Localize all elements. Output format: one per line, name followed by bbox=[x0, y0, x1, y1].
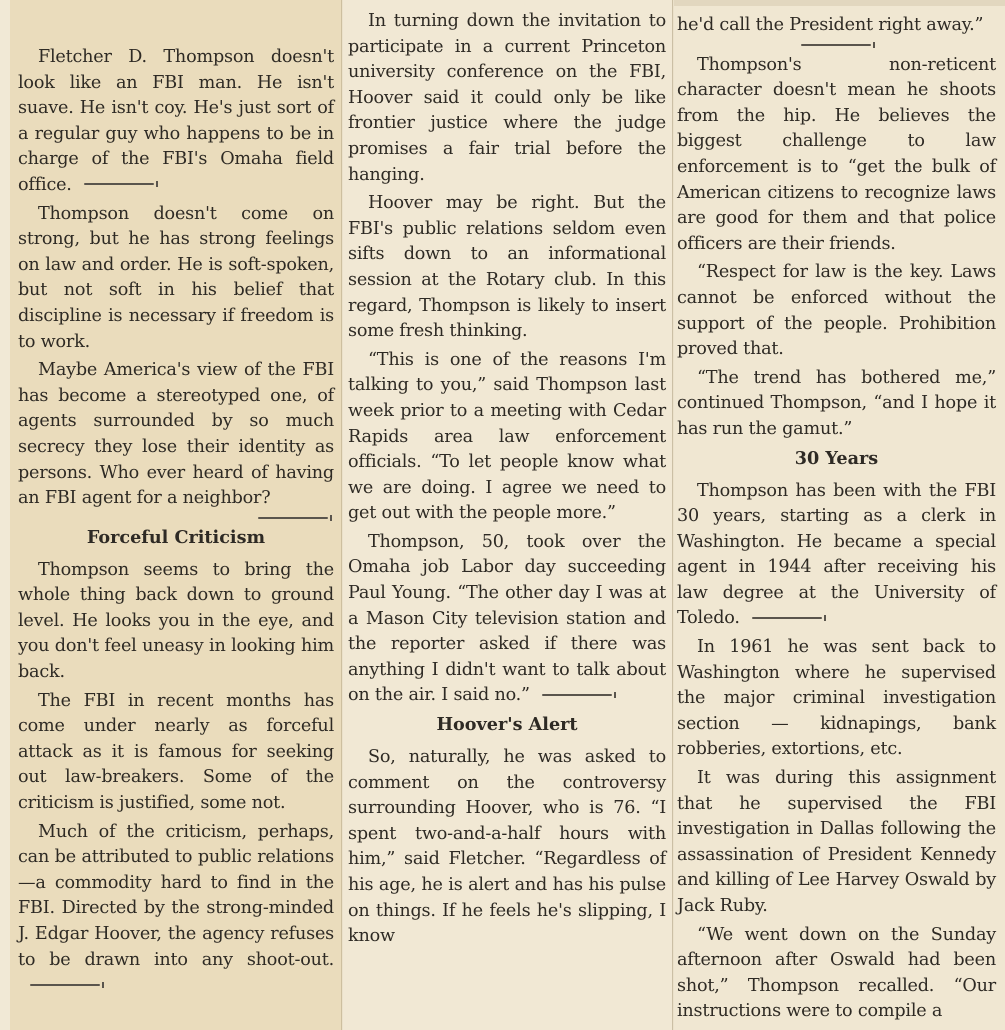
section-break-dash bbox=[538, 692, 618, 699]
column-1-text bbox=[18, 45, 334, 1002]
paragraph: Fletcher D. Thompson doesn't look like an FBI man. He isn't suave. He isn't coy. He's just sort of a regular guy who happens to be in charge of the FBI's Omaha field office. bbox=[18, 47, 334, 195]
column-3-text bbox=[677, 13, 996, 1028]
paragraph: In turning down the invitation to participate in a current Princeton university conference on the FBI, Hoover said it could only be like frontier justice where the judge promises a fair trial before the hanging. bbox=[348, 11, 666, 185]
subheading-30-years: 30 Years bbox=[794, 447, 879, 469]
paragraph: “Respect for law is the key. Laws cannot be enforced without the support of the people. Prohibition proved that. bbox=[677, 262, 996, 360]
paragraph: Thompson seems to bring the whole thing back down to ground level. He looks you in the eye, and you don't feel uneasy in looking him back. bbox=[18, 559, 334, 683]
article-column-1 bbox=[0, 0, 342, 1030]
section-break-dash bbox=[26, 982, 106, 989]
paragraph: “We went down on the Sunday afternoon after Oswald had been shot,” Thompson recalled. “Our instructions were to compile a bbox=[677, 924, 996, 1022]
subheading-hoovers-alert: Hoover's Alert bbox=[436, 714, 578, 736]
section-break-dash bbox=[254, 515, 334, 522]
paragraph: Thompson has been with the FBI 30 years, starting as a clerk in Washington. He became a special agent in 1944 after receiving his law degree at the University of Toledo. bbox=[677, 480, 996, 629]
paragraph: It was during this assignment that he supervised the FBI investigation in Dallas following the assassination of President Kennedy and killing of Lee Harvey Oswald by Jack Ruby. bbox=[677, 768, 996, 916]
paragraph: “This is one of the reasons I'm talking to you,” said Thompson last week prior to a meeting with Cedar Rapids area law enforcement officials. “To let people know what we are doing. I agree we need to get out with the people more.” bbox=[348, 349, 666, 524]
subheading-forceful-criticism: Forceful Criticism bbox=[86, 526, 266, 548]
paragraph: “The trend has bothered me,” continued Thompson, “and I hope it has run the gamut.” bbox=[677, 367, 996, 439]
paragraph: So, naturally, he was asked to comment on the controversy surrounding Hoover, who is 76. “I spent two-and-a-half hours with him,” said Fletcher. “Regardless of his age, he is alert and has his pulse on things. If he feels he's slipping, I know bbox=[348, 747, 666, 947]
article-column-2 bbox=[343, 0, 673, 1030]
paragraph: Thompson's non-reticent character doesn't mean he shoots from the hip. He believes the biggest challenge to law enforcement is to “get the bulk of American citizens to recognize laws are good for them and that police officers are their friends. bbox=[677, 54, 996, 254]
section-break-dash bbox=[797, 42, 877, 49]
section-break-dash bbox=[748, 615, 828, 622]
column-2-text bbox=[348, 9, 666, 953]
paragraph: Hoover may be right. But the FBI's public relations seldom even sifts down to an informational session at the Rotary club. In this regard, Thompson is likely to insert some fresh thinking. bbox=[348, 193, 666, 342]
clipping-edge bbox=[0, 0, 10, 1030]
paragraph: he'd call the President right away.” bbox=[677, 15, 984, 35]
paragraph: Much of the criticism, perhaps, can be attributed to public relations—a commodity hard to find in the FBI. Directed by the strong-minded J. Edgar Hoover, the agency refuses to be drawn into any shoot-out. bbox=[18, 820, 334, 999]
article-column-3 bbox=[674, 0, 1005, 1030]
paragraph: Thompson, 50, took over the Omaha job Labor day succeeding Paul Young. “The other day I was at a Mason City television station and the reporter asked if there was anything I didn't want to talk about on the air. I said no.” bbox=[348, 531, 666, 706]
paragraph: Maybe America's view of the FBI has become a stereotyped one, of agents surrounded by so much secrecy they lose their identity as persons. Who ever heard of having an FBI agent for a neighbor? bbox=[18, 360, 334, 509]
paragraph: Thompson doesn't come on strong, but he has strong feelings on law and order. He is soft-spoken, but not soft in his belief that discipline is necessary if freedom is to work. bbox=[18, 203, 334, 352]
paragraph: In 1961 he was sent back to Washington where he supervised the major criminal investigation section — kidnapings, bank robberies, extortions, etc. bbox=[677, 637, 996, 760]
section-break-dash bbox=[80, 181, 160, 188]
clipping-edge bbox=[674, 0, 1005, 6]
paragraph: The FBI in recent months has come under nearly as forceful attack as it is famous for seeking out law-breakers. Some of the criticism is justified, some not. bbox=[18, 690, 334, 814]
